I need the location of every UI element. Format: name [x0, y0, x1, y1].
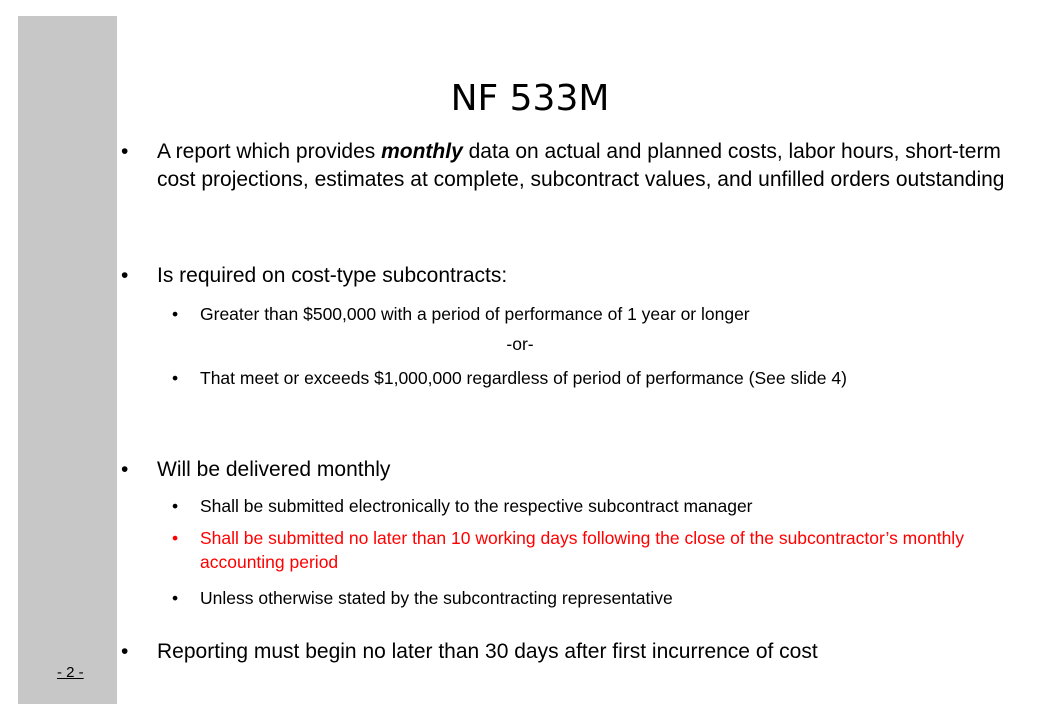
sub-bullet-text: Greater than $500,000 with a period of performance of 1 year or longer	[200, 304, 750, 324]
sub-bullet-dot: •	[172, 368, 179, 388]
bullet-report-description	[121, 138, 1017, 194]
sub-bullet-greater-than	[172, 302, 1000, 326]
bullet-dot: •	[121, 458, 129, 481]
bullet-dot: •	[121, 264, 129, 287]
sub-bullet-deadline	[172, 526, 1000, 574]
sub-bullet-dot: •	[172, 496, 179, 516]
sub-bullet-text: That meet or exceeds $1,000,000 regardless of period of performance (See slide 4)	[200, 368, 847, 388]
bullet-dot: •	[121, 140, 129, 163]
sidebar-band	[18, 16, 117, 704]
sub-bullet-dot: •	[172, 588, 179, 608]
sub-bullet-text: Shall be submitted electronically to the respective subcontract manager	[200, 496, 753, 516]
slide-title: NF 533M	[450, 78, 610, 119]
sub-bullet-electronic	[172, 494, 1000, 518]
page-number: - 2 -	[57, 664, 84, 681]
bullet-text-after: data on actual and planned costs, labor hours, short-term cost projections, estimates at complete, subcontract values, and unfilled orders outstanding	[157, 140, 1005, 191]
bullet-text: Is required on cost-type subcontracts:	[157, 264, 508, 287]
bullet-emphasis: monthly	[381, 140, 463, 163]
sub-bullet-unless	[172, 586, 1000, 610]
bullet-delivered	[121, 456, 1017, 484]
bullet-reporting-begin	[121, 638, 1017, 666]
sub-bullet-text: Unless otherwise stated by the subcontracting representative	[200, 588, 673, 608]
bullet-dot: •	[121, 640, 129, 663]
sub-bullet-meet-or-exceed	[172, 366, 1000, 390]
bullet-text: Will be delivered monthly	[157, 458, 391, 481]
or-separator: -or-	[506, 334, 534, 354]
bullet-text: Reporting must begin no later than 30 days after first incurrence of cost	[157, 640, 818, 663]
sub-bullet-text: Shall be submitted no later than 10 working days following the close of the subcontractor’s monthly accounting period	[200, 528, 964, 572]
sub-bullet-dot: •	[172, 304, 179, 324]
bullet-text-before: A report which provides	[157, 140, 382, 163]
sub-bullet-dot: •	[172, 528, 179, 548]
bullet-required	[121, 262, 1017, 290]
